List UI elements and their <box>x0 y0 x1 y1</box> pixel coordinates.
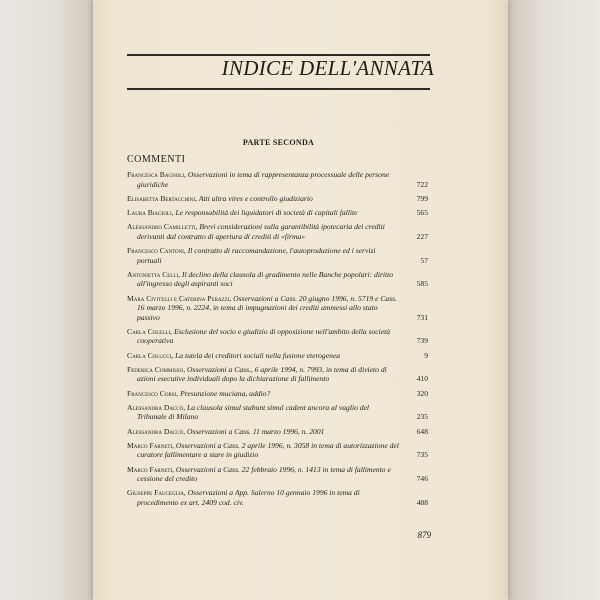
entry-text <box>127 488 400 507</box>
page-number: 879 <box>417 530 431 540</box>
entry-page-number: 57 <box>420 255 428 265</box>
entry-page-number: 320 <box>416 388 428 398</box>
entry-page-number: 9 <box>424 350 428 360</box>
entry-author: Francesco Corsi, <box>127 388 179 398</box>
entry-page-number: 731 <box>416 312 428 322</box>
entry-page-number: 739 <box>416 336 428 346</box>
entry-text <box>127 441 400 460</box>
page-title: INDICE DELL'ANNATA <box>221 56 434 80</box>
background-right <box>508 0 600 600</box>
entry-author: Mara Civitelli e Caterina Perazzi, <box>127 293 232 303</box>
subheading: COMMENTI <box>127 154 186 165</box>
entry-title: Brevi considerazioni sulla garantibilità ipotecaria dei crediti derivanti dal contratto di apertura di crediti di «firma» <box>137 222 385 241</box>
entry-text <box>127 246 400 265</box>
index-entry <box>127 351 430 361</box>
entry-page-number: 488 <box>416 497 428 507</box>
entry-text <box>127 194 400 204</box>
index-entry <box>127 170 430 189</box>
index-entry <box>127 246 430 265</box>
book-page <box>93 0 508 600</box>
index-entry <box>127 327 430 346</box>
entry-title: Le responsabilità dei liquidatori di società di capitali fallite <box>175 207 358 217</box>
index-entry <box>127 222 430 241</box>
entry-text <box>127 222 400 241</box>
index-entry <box>127 465 430 484</box>
entry-title: Atti ultra vires e controllo giudiziario <box>198 193 313 203</box>
entry-text <box>127 270 400 289</box>
section-title: PARTE SECONDA <box>242 138 315 147</box>
index-entries <box>127 170 430 512</box>
entry-title: Il declino della clausola di gradimento nelle Banche popolari: diritto all'ingresso degli aspiranti soci <box>137 269 394 289</box>
entry-text <box>127 351 400 361</box>
entry-author: Carla Colucci, <box>127 350 174 360</box>
entry-page-number: 565 <box>416 207 428 217</box>
index-entry <box>127 403 430 422</box>
header-rule-bottom <box>127 88 430 90</box>
index-entry <box>127 270 430 289</box>
entry-page-number: 227 <box>416 231 428 241</box>
entry-title: Il contratto di raccomandazione, l'autoproduzione ed i servizi portuali <box>137 245 376 265</box>
entry-page-number: 585 <box>416 279 428 289</box>
entry-text <box>127 294 400 323</box>
entry-page-number: 746 <box>416 474 428 484</box>
entry-text <box>127 365 400 384</box>
entry-title: Presunzione muciana, addio? <box>180 388 271 398</box>
entry-author: Francesco Cantoni, <box>127 245 186 255</box>
entry-author: Giuseppe Fauceglia, <box>127 488 186 498</box>
index-entry <box>127 208 430 218</box>
index-entry <box>127 441 430 460</box>
entry-author: Marco Farneti, <box>127 440 174 450</box>
entry-title: Osservazioni a Cass., 6 aprile 1994, n. 7993, in tema di divieto di azioni esecutive individuali dopo la dichiarazione di fallimento <box>137 364 387 384</box>
index-entry <box>127 365 430 384</box>
background-left <box>0 0 93 600</box>
entry-title: Osservazioni a App. Salerno 10 gennaio 1996 in tema di procedimento ex art. 2409 cod. civ. <box>137 488 360 507</box>
entry-author: Carla Colelli, <box>127 326 173 336</box>
entry-page-number: 410 <box>416 374 428 384</box>
entry-title: Osservazioni a Cass. 11 marzo 1996, n. 2001 <box>187 426 325 436</box>
entry-text <box>127 327 400 346</box>
entry-author: Francesca Bagnoli, <box>127 170 186 179</box>
entry-title: La tutela dei creditori sociali nella fusione eterogenea <box>175 350 341 360</box>
entry-author: Alessandro Camilletti, <box>127 222 198 232</box>
entry-text <box>127 427 400 437</box>
index-entry <box>127 427 430 437</box>
entry-author: Marco Farneti, <box>127 464 174 474</box>
entry-title: Osservazioni a Cass. 2 aprile 1996, n. 3058 in tema di autorizzazione del curatore fallimentare a stare in giudizio <box>137 440 399 460</box>
entry-text <box>127 208 400 218</box>
entry-author: Laura Biagioli, <box>127 207 174 217</box>
entry-page-number: 735 <box>416 450 428 460</box>
entry-author: Antonietta Celli, <box>127 269 181 279</box>
index-entry <box>127 194 430 204</box>
entry-title: Osservazioni a Cass. 20 giugno 1996, n. 5719 e Cass. 16 marzo 1996, n. 2224, in tema di impugnazioni dei crediti ammessi allo stato passivo <box>137 293 398 322</box>
entry-text <box>127 403 400 422</box>
entry-author: Elisabetta Bertacchini, <box>127 193 197 203</box>
entry-author: Alessandra Daccò, <box>127 426 186 436</box>
entry-title: La clausola simul stabunt simul cadent ancora al vaglio del Tribunale di Milano <box>137 402 370 422</box>
index-entry <box>127 294 430 323</box>
entry-title: Osservazioni in tema di rappresentanza processuale delle persone giuridiche <box>137 170 390 189</box>
entry-text <box>127 465 400 484</box>
index-entry <box>127 389 430 399</box>
entry-page-number: 799 <box>416 193 428 203</box>
entry-title: Osservazioni a Cass. 22 febbraio 1996, n. 1413 in tema di fallimento e cessione del credito <box>137 464 391 484</box>
entry-page-number: 648 <box>416 426 428 436</box>
index-entry <box>127 488 430 507</box>
entry-author: Alessandra Daccò, <box>127 402 186 412</box>
entry-text <box>127 389 400 399</box>
entry-page-number: 235 <box>416 412 428 422</box>
entry-text <box>127 170 400 189</box>
entry-author: Federica Commisso, <box>127 364 186 374</box>
entry-page-number: 722 <box>416 179 428 189</box>
entry-title: Esclusione del socio e giudizio di opposizione nell'ambito della società cooperativa <box>137 326 391 346</box>
